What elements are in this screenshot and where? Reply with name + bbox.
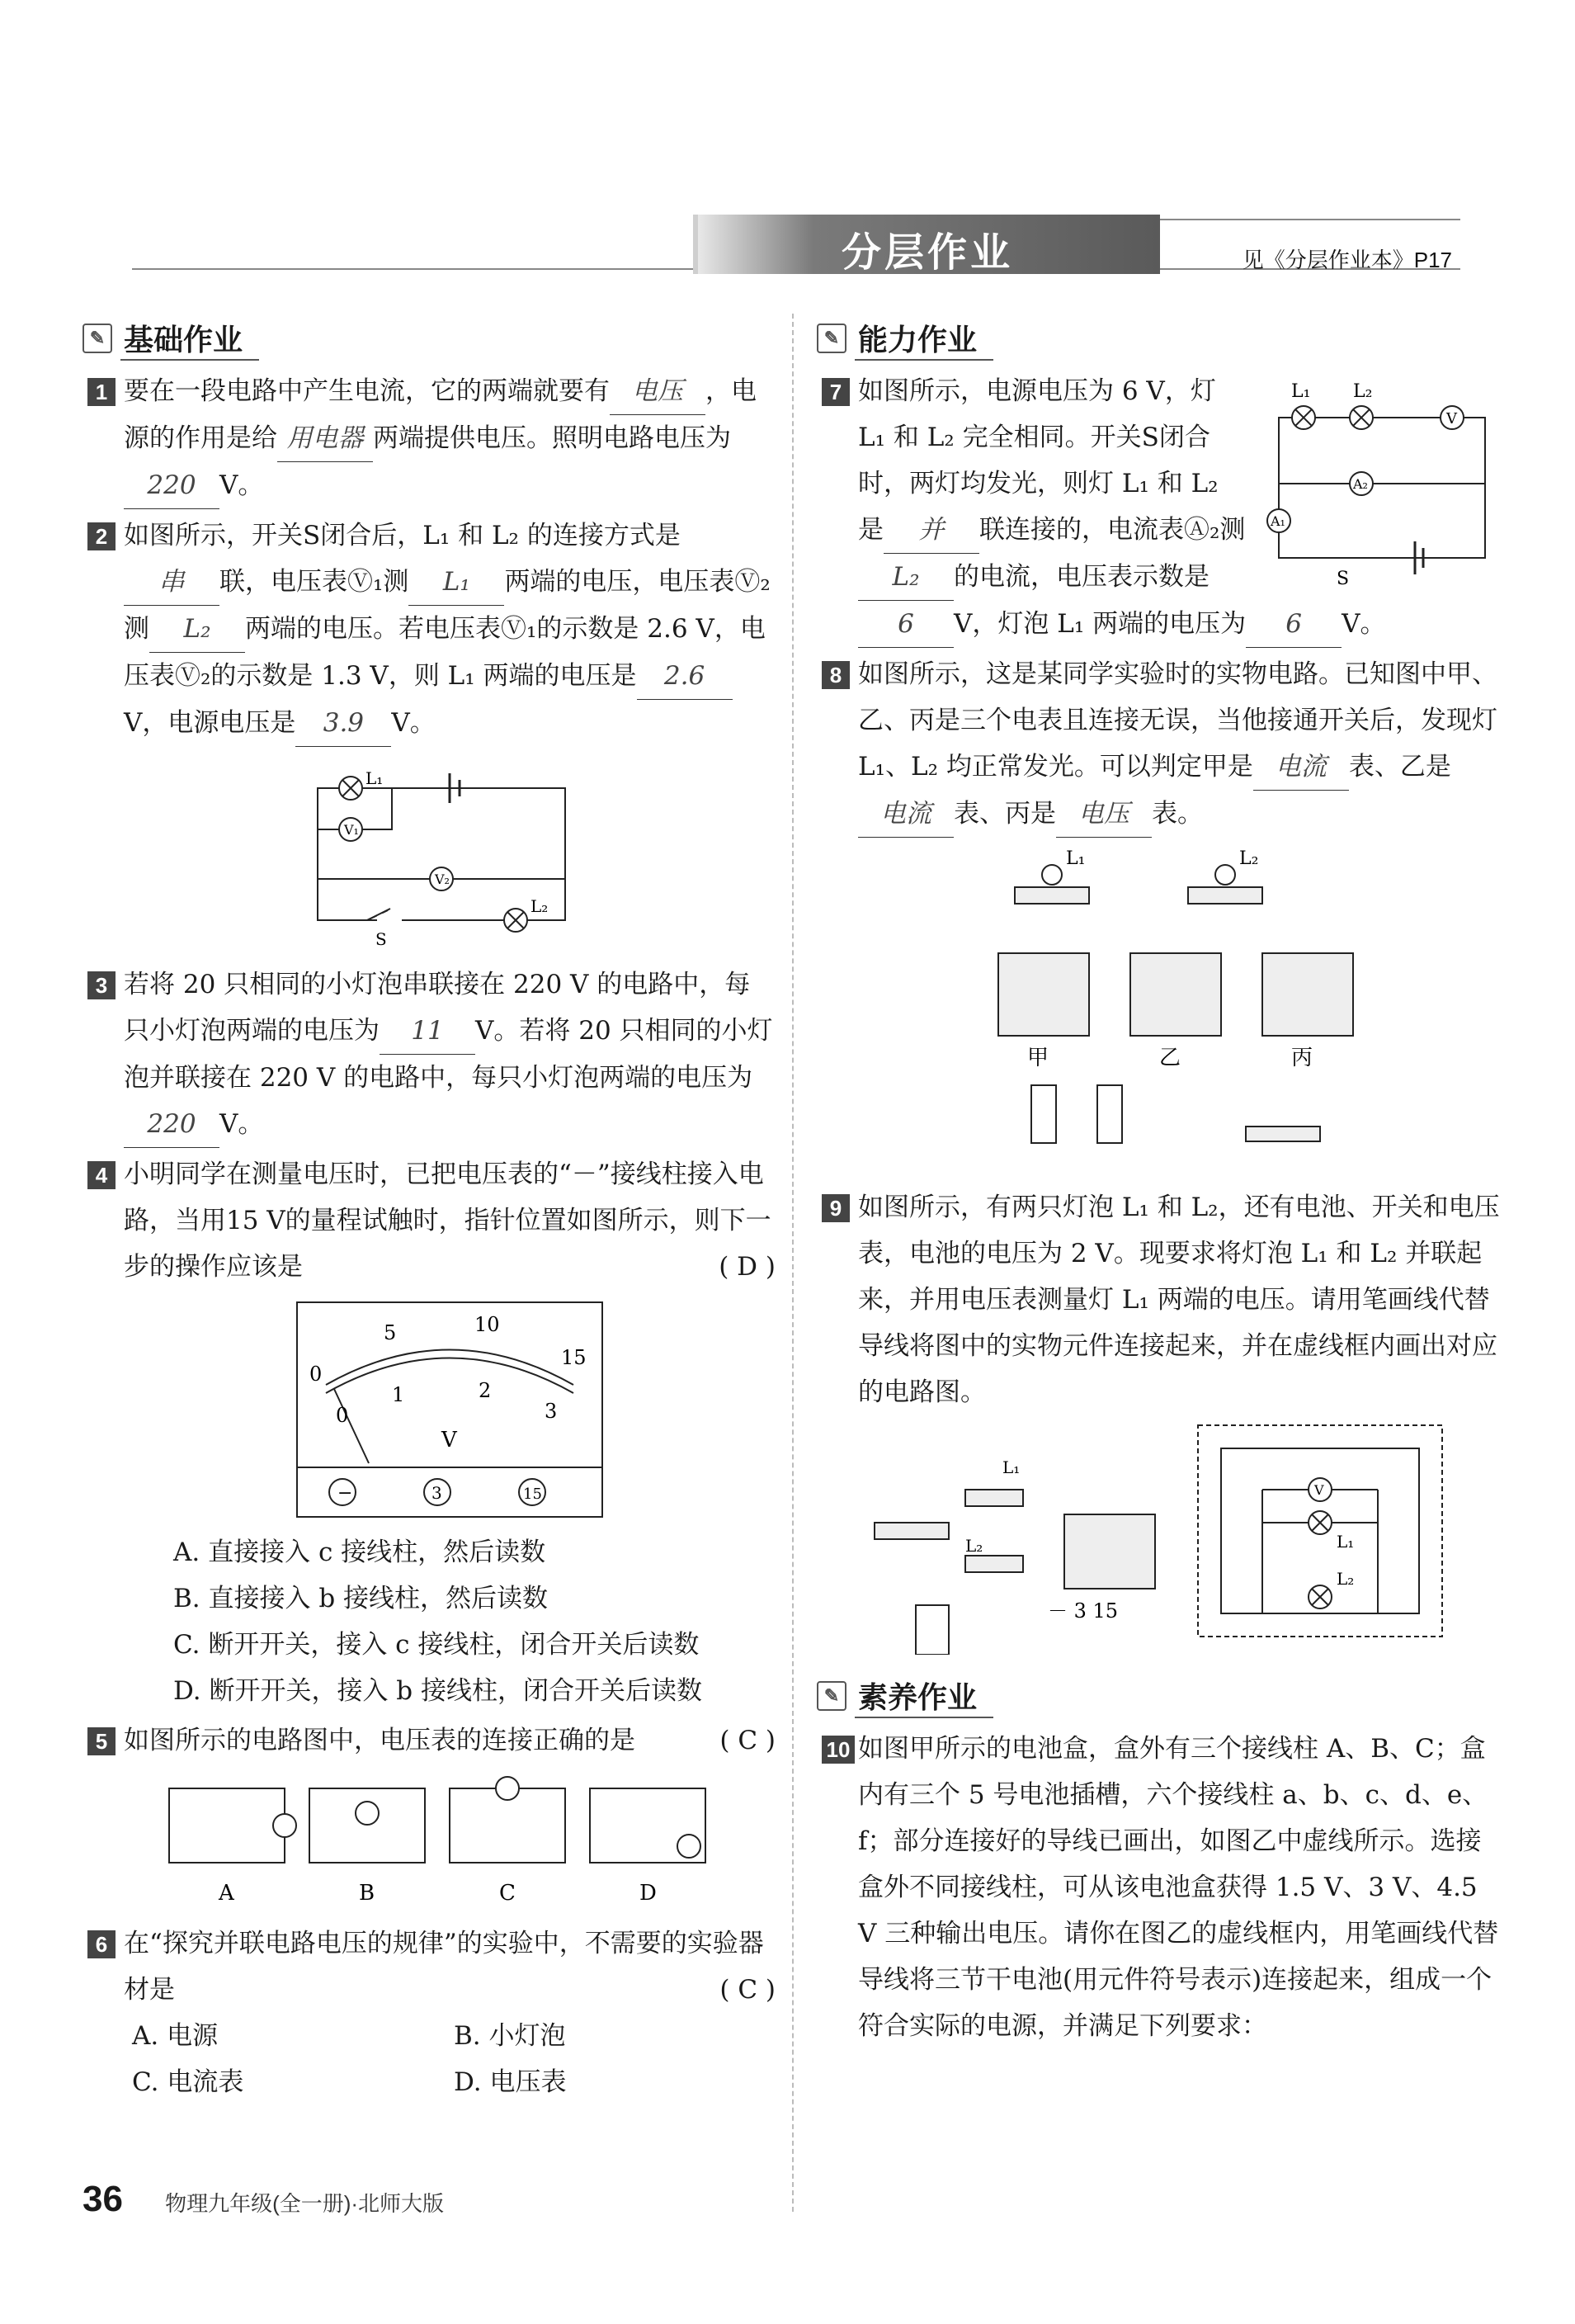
question-10: 10 如图甲所示的电池盒，盒外有三个接线柱 A、B、C；盒内有三个 5 号电池插槽，六个接线柱 a、b、c、d、e、f；部分连接好的导线已画出，如图乙中虚线所示。选接盒外不同接线柱，可从该电池盒获得 1.5 V、3 V、4.5 V 三种输出电压。请你在图乙的虚线框内，用笔画线代替导线将三节干电池(用元件符号表示)连接起来，组成一个符合实际的电源，并满足下列要求： bbox=[817, 1726, 1502, 2049]
physical-components-q9 bbox=[858, 1424, 1172, 1655]
svg-text:V₂: V₂ bbox=[435, 872, 450, 887]
svg-text:L₁: L₁ bbox=[1337, 1532, 1355, 1552]
question-4: 4 小明同学在测量电压时，已把电压表的“－”接线柱接入电路，当用15 V的量程试触时，指针位置如图所示，则下一步的操作应该是 ( D ) 0 5 10 15 0 1 2 3 V − 3 15 A. 直接接入 c 接线柱，然后读数 B. 直接接入 b 接线柱，然后读数 C. 断开开关，接入 c 接线柱，闭合开关后读数 D. 断开开关，接入 b 接线柱，闭合开关后读数 bbox=[83, 1151, 776, 1714]
answer-box-q9 bbox=[1196, 1424, 1444, 1638]
svg-text:S: S bbox=[375, 929, 387, 949]
question-3: 3 若将 20 只相同的小灯泡串联接在 220 V 的电路中，每只小灯泡两端的电压为 11 V。若将 20 只相同的小灯泡并联接在 220 V 的电路中，每只小灯泡两端的电压为220 V。 bbox=[83, 961, 776, 1148]
svg-text:A₁: A₁ bbox=[1271, 513, 1285, 529]
svg-text:0: 0 bbox=[309, 1363, 323, 1386]
svg-text:0: 0 bbox=[336, 1404, 349, 1427]
pencil-icon: ✎ bbox=[83, 324, 112, 353]
section-ability: ✎ 能力作业 bbox=[817, 314, 1502, 363]
page-footer bbox=[83, 2179, 444, 2220]
answer-q6: ( C ) bbox=[719, 1975, 776, 2005]
svg-text:V₁: V₁ bbox=[344, 822, 359, 838]
svg-text:L₁: L₁ bbox=[1066, 848, 1086, 869]
svg-text:−: − bbox=[337, 1483, 353, 1504]
svg-text:V: V bbox=[1314, 1482, 1324, 1498]
page-number: 36 bbox=[83, 2179, 123, 2219]
svg-text:丙: 丙 bbox=[1291, 1046, 1313, 1070]
answer-q5: ( C ) bbox=[719, 1726, 776, 1755]
question-7: 7 L₁ L₂ V A₂ A₁ S 如图所示，电源电压为 6 V，灯 L₁ 和 L₂ 完全相同。开关S闭合时，两灯均发光，则灯 L₁ 和 L₂ 是 并 联连接的，电流表Ⓐ₂测L₂ 的电流，电压表示数是6 V，灯泡 L₁ 两端的电压为 6 V。 bbox=[817, 368, 1502, 648]
svg-text:A₂: A₂ bbox=[1353, 476, 1368, 492]
svg-text:L₁: L₁ bbox=[1002, 1457, 1021, 1477]
pencil-icon: ✎ bbox=[817, 1681, 846, 1711]
question-9: 9 如图所示，有两只灯泡 L₁ 和 L₂，还有电池、开关和电压表，电池的电压为 2 V。现要求将灯泡 L₁ 和 L₂ 并联起来，并用电压表测量灯 L₁ 两端的电压。请用笔画线代替导线将图中的实物元件连接起来，并在虚线框内画出对应的电路图。 L₁ L₂ － 3 15 V L₁ L₂ bbox=[817, 1184, 1502, 1655]
question-8: 8 如图所示，这是某同学实验时的实物电路。已知图中甲、乙、丙是三个电表且连接无误，当他接通开关后，发现灯 L₁、L₂ 均正常发光。可以判定甲是 电流 表、乙是电流 表、丙是 电压 表。 L₁ L₂ 甲 乙 丙 bbox=[817, 651, 1502, 1176]
circuit-diagram-q7 bbox=[1254, 368, 1502, 591]
svg-text:5: 5 bbox=[384, 1321, 397, 1344]
circuit-options-q5 bbox=[144, 1772, 755, 1912]
svg-text:L₂: L₂ bbox=[531, 896, 549, 916]
svg-text:－ 3 15: － 3 15 bbox=[1048, 1599, 1119, 1623]
section-banner bbox=[132, 202, 1460, 285]
voltmeter-dial bbox=[293, 1298, 606, 1521]
svg-text:V: V bbox=[1446, 410, 1457, 427]
svg-text:L₂: L₂ bbox=[1337, 1569, 1355, 1589]
svg-text:乙: 乙 bbox=[1159, 1046, 1181, 1070]
svg-text:15: 15 bbox=[523, 1486, 542, 1503]
svg-text:3: 3 bbox=[545, 1400, 558, 1423]
svg-text:1: 1 bbox=[392, 1383, 405, 1406]
svg-text:D: D bbox=[639, 1881, 657, 1906]
svg-text:2: 2 bbox=[479, 1379, 492, 1402]
svg-text:A: A bbox=[219, 1881, 234, 1906]
section-literacy: ✎ 素养作业 bbox=[817, 1671, 1502, 1721]
pencil-icon: ✎ bbox=[817, 324, 846, 353]
right-column bbox=[817, 314, 1502, 2052]
question-1: 1 要在一段电路中产生电流，它的两端就要有 电压 ，电源的作用是给 用电器 两端提供电压。照明电路电压为220 V。 bbox=[83, 368, 776, 509]
circuit-diagram-q2 bbox=[285, 755, 615, 953]
banner-reference: 见《分层作业本》P17 bbox=[1242, 248, 1452, 272]
physical-circuit-q8 bbox=[982, 846, 1378, 1176]
svg-text:3: 3 bbox=[431, 1483, 442, 1503]
svg-text:L₂: L₂ bbox=[965, 1536, 983, 1556]
question-6: 6 在“探究并联电路电压的规律”的实验中，不需要的实验器材是 ( C ) A. 电源 B. 小灯泡 C. 电流表 D. 电压表 bbox=[83, 1920, 776, 2105]
svg-text:10: 10 bbox=[474, 1313, 500, 1336]
banner-title: 分层作业 bbox=[842, 231, 1014, 275]
svg-text:L₂: L₂ bbox=[1353, 381, 1373, 402]
svg-text:C: C bbox=[499, 1881, 516, 1906]
svg-text:L₂: L₂ bbox=[1239, 848, 1259, 869]
left-column bbox=[83, 314, 776, 2109]
svg-text:S: S bbox=[1337, 569, 1350, 589]
svg-text:L₁: L₁ bbox=[1291, 381, 1311, 402]
question-5: 5 如图所示的电路图中，电压表的连接正确的是 ( C ) A B C D bbox=[83, 1717, 776, 1912]
svg-text:甲: 甲 bbox=[1027, 1046, 1049, 1070]
column-divider bbox=[792, 314, 794, 2212]
answer-q4: ( D ) bbox=[719, 1252, 776, 1282]
svg-text:15: 15 bbox=[561, 1346, 587, 1369]
svg-text:B: B bbox=[359, 1881, 375, 1906]
svg-text:V: V bbox=[441, 1428, 457, 1452]
svg-text:L₁: L₁ bbox=[365, 768, 384, 788]
section-basic: ✎ 基础作业 bbox=[83, 314, 776, 363]
question-2: 2 如图所示，开关S闭合后，L₁ 和 L₂ 的连接方式是串 联，电压表Ⓥ₁测 L₁ 两端的电压，电压表Ⓥ₂测 L₂ 两端的电压。若电压表Ⓥ₁的示数是 2.6 V，电压表Ⓥ₂的示数是 1.3 V，则 L₁ 两端的电压是 2.6V，电源电压是 3.9 V。 L₁ V₁ V₂ L₂ S bbox=[83, 513, 776, 953]
book-title: 物理九年级(全一册)·北师大版 bbox=[165, 2191, 445, 2216]
